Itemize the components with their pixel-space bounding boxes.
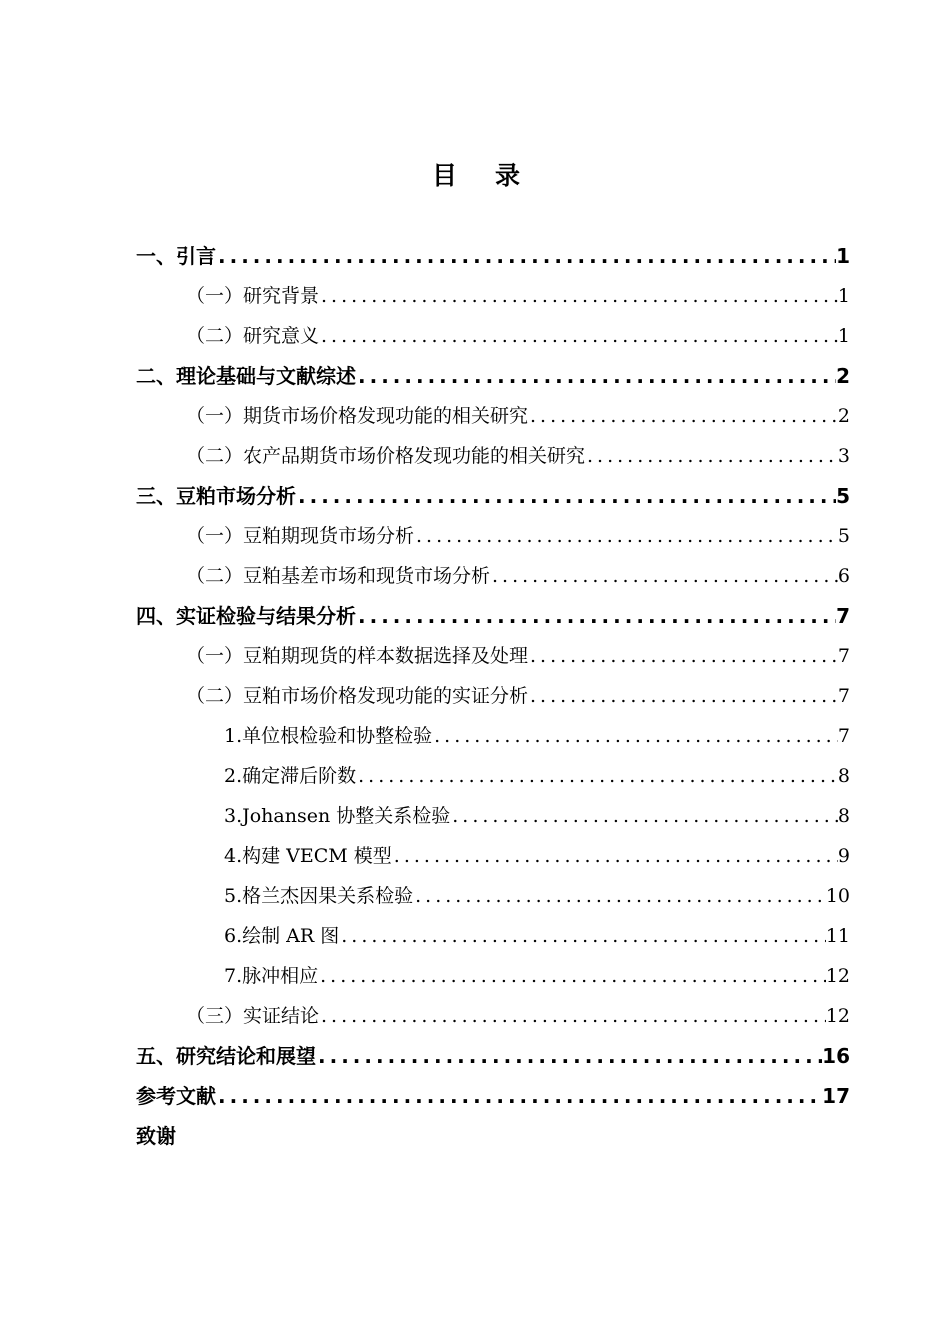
toc-entry[interactable] bbox=[136, 876, 850, 916]
dot-leader bbox=[319, 316, 838, 356]
toc-entry-page: 1 bbox=[837, 285, 850, 307]
toc-entry[interactable] bbox=[136, 476, 850, 516]
toc-entry[interactable] bbox=[136, 996, 850, 1036]
toc-entry-page: 2 bbox=[836, 364, 850, 388]
dot-leader bbox=[316, 1036, 822, 1076]
toc-entry-page: 16 bbox=[822, 1044, 850, 1068]
toc-entry[interactable] bbox=[136, 916, 850, 956]
toc-entry-label: 四、实证检验与结果分析 bbox=[136, 604, 356, 628]
dot-leader bbox=[216, 236, 836, 276]
toc-entry-page: 11 bbox=[825, 925, 850, 947]
toc-entry-page: 17 bbox=[822, 1084, 850, 1108]
toc-entry-label: 2.确定滞后阶数 bbox=[224, 765, 357, 787]
toc-entry-page: 7 bbox=[837, 645, 850, 667]
toc-entry-page: 1 bbox=[836, 244, 850, 268]
dot-leader bbox=[339, 916, 826, 956]
toc-entry-label: （二）研究意义 bbox=[186, 325, 320, 347]
dot-leader bbox=[319, 276, 838, 316]
toc-entry[interactable] bbox=[136, 956, 850, 996]
dot-leader bbox=[296, 476, 836, 516]
toc-entry[interactable] bbox=[136, 1076, 850, 1116]
toc-entry[interactable] bbox=[136, 796, 850, 836]
toc-entry-label: （一）豆粕期现货市场分析 bbox=[186, 525, 415, 547]
dot-leader bbox=[413, 876, 826, 916]
toc-entry[interactable] bbox=[136, 1116, 850, 1156]
toc-entry-label: 五、研究结论和展望 bbox=[136, 1044, 316, 1068]
toc-entry-label: 6.绘制 AR 图 bbox=[224, 925, 340, 947]
toc-entry[interactable] bbox=[136, 436, 850, 476]
dot-leader bbox=[528, 636, 838, 676]
toc-entry[interactable] bbox=[136, 676, 850, 716]
toc-entry[interactable] bbox=[136, 316, 850, 356]
toc-entry-label: （一）研究背景 bbox=[186, 285, 320, 307]
toc-entry-label: （一）豆粕期现货的样本数据选择及处理 bbox=[186, 645, 529, 667]
toc-entry[interactable] bbox=[136, 556, 850, 596]
toc-entry[interactable] bbox=[136, 756, 850, 796]
toc-entry[interactable] bbox=[136, 596, 850, 636]
toc-entry-page: 3 bbox=[837, 445, 850, 467]
toc-entry[interactable] bbox=[136, 1036, 850, 1076]
dot-leader bbox=[414, 516, 838, 556]
toc-entry-page: 12 bbox=[825, 1005, 850, 1027]
toc-entry-page: 1 bbox=[837, 325, 850, 347]
dot-leader bbox=[528, 396, 838, 436]
toc-entry[interactable] bbox=[136, 516, 850, 556]
toc-entry-page: 5 bbox=[836, 484, 850, 508]
dot-leader bbox=[319, 996, 826, 1036]
toc-entry-label: （二）农产品期货市场价格发现功能的相关研究 bbox=[186, 445, 586, 467]
toc-entry-page: 7 bbox=[837, 725, 850, 747]
toc-entry-label: 3.Johansen 协整关系检验 bbox=[224, 805, 451, 827]
dot-leader bbox=[585, 436, 838, 476]
toc-entry-label: 4.构建 VECM 模型 bbox=[224, 845, 392, 867]
toc-entry-page: 7 bbox=[837, 685, 850, 707]
toc-entry-page: 10 bbox=[825, 885, 850, 907]
toc-entry-page: 8 bbox=[837, 805, 850, 827]
toc-entry[interactable] bbox=[136, 836, 850, 876]
dot-leader bbox=[318, 956, 826, 996]
toc-entry-label: 1.单位根检验和协整检验 bbox=[224, 725, 433, 747]
dot-leader bbox=[356, 596, 836, 636]
toc-entry-label: 5.格兰杰因果关系检验 bbox=[224, 885, 414, 907]
dot-leader bbox=[490, 556, 838, 596]
table-of-contents bbox=[136, 236, 850, 1156]
toc-entry-label: 一、引言 bbox=[136, 244, 216, 268]
toc-entry-label: （二）豆粕基差市场和现货市场分析 bbox=[186, 565, 491, 587]
dot-leader bbox=[432, 716, 838, 756]
toc-entry[interactable] bbox=[136, 716, 850, 756]
toc-entry-page: 12 bbox=[825, 965, 850, 987]
toc-entry[interactable] bbox=[136, 636, 850, 676]
toc-entry-label: （一）期货市场价格发现功能的相关研究 bbox=[186, 405, 529, 427]
toc-entry-page: 9 bbox=[837, 845, 850, 867]
dot-leader bbox=[356, 356, 836, 396]
toc-entry[interactable] bbox=[136, 396, 850, 436]
toc-entry-page: 5 bbox=[837, 525, 850, 547]
dot-leader bbox=[450, 796, 838, 836]
toc-entry-label: （三）实证结论 bbox=[186, 1005, 320, 1027]
toc-entry[interactable] bbox=[136, 356, 850, 396]
dot-leader bbox=[392, 836, 838, 876]
page-title: 目录 bbox=[431, 161, 558, 190]
dot-leader bbox=[356, 756, 838, 796]
toc-entry-page: 7 bbox=[836, 604, 850, 628]
dot-leader bbox=[528, 676, 838, 716]
toc-entry-label: 致谢 bbox=[136, 1124, 176, 1148]
toc-entry-label: （二）豆粕市场价格发现功能的实证分析 bbox=[186, 685, 529, 707]
toc-entry[interactable] bbox=[136, 276, 850, 316]
toc-entry-label: 参考文献 bbox=[136, 1084, 216, 1108]
toc-entry[interactable] bbox=[136, 236, 850, 276]
toc-entry-page: 6 bbox=[837, 565, 850, 587]
toc-entry-label: 二、理论基础与文献综述 bbox=[136, 364, 356, 388]
toc-entry-label: 7.脉冲相应 bbox=[224, 965, 319, 987]
dot-leader bbox=[216, 1076, 822, 1116]
toc-entry-page: 8 bbox=[837, 765, 850, 787]
toc-entry-page: 2 bbox=[837, 405, 850, 427]
toc-entry-label: 三、豆粕市场分析 bbox=[136, 484, 296, 508]
